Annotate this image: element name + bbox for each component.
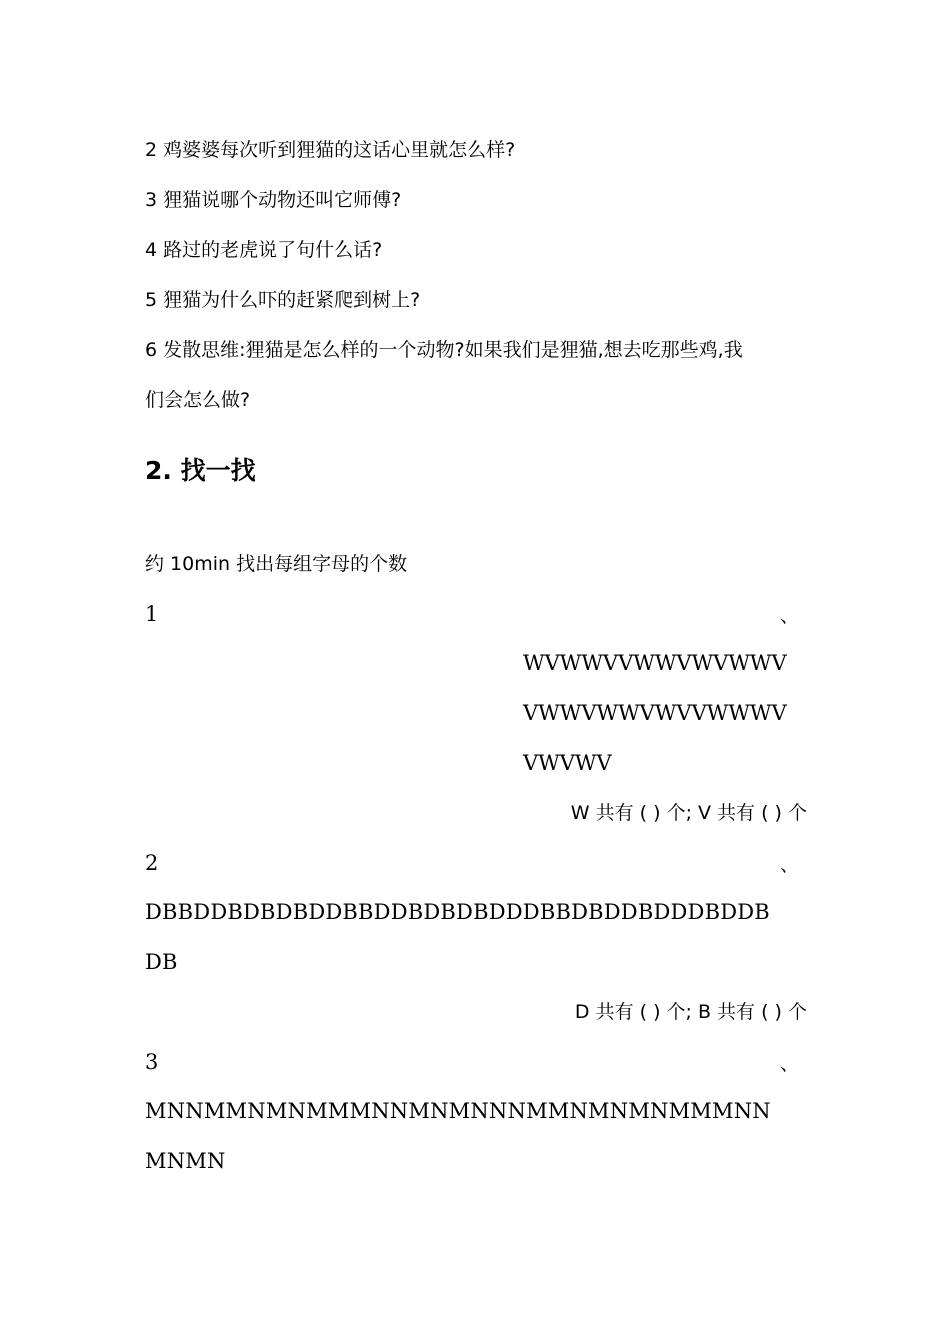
- group-1-number: 1: [145, 602, 159, 626]
- section-heading: 2. 找一找: [145, 456, 256, 485]
- group-2-number: 2: [145, 851, 159, 875]
- group-1-letters-line-1: WVWWVVWWVWVWWV: [523, 651, 787, 675]
- question-6: 6 发散思维:狸猫是怎么样的一个动物?如果我们是狸猫,想去吃那些鸡,我: [145, 339, 743, 361]
- group-1-mark: 、: [780, 605, 800, 627]
- group-3-letters-line-1: MNNMMNMNMMMNNMNMNNNMMNMNMNMMMNN: [145, 1099, 771, 1123]
- group-1-answer: W 共有 ( ) 个; V 共有 ( ) 个: [570, 802, 807, 824]
- group-3-number: 3: [145, 1050, 159, 1074]
- section-instruction: 约 10min 找出每组字母的个数: [145, 553, 408, 575]
- question-2: 2 鸡婆婆每次听到狸猫的这话心里就怎么样?: [145, 139, 516, 161]
- group-2-mark: 、: [780, 854, 800, 876]
- group-3-letters-line-2: MNMN: [145, 1149, 226, 1173]
- group-2-letters-line-1: DBBDDBDBDBDDBBDDBDBDBDDDBBDBDDBDDDBDDB: [145, 900, 770, 924]
- question-6-continued: 们会怎么做?: [145, 389, 251, 411]
- group-2-letters-line-2: DB: [145, 950, 178, 974]
- group-1-letters-line-2: VWWVWWVWVVWWWV: [523, 701, 787, 725]
- question-5: 5 狸猫为什么吓的赶紧爬到树上?: [145, 289, 421, 311]
- question-4: 4 路过的老虎说了句什么话?: [145, 239, 383, 261]
- question-3: 3 狸猫说哪个动物还叫它师傅?: [145, 189, 402, 211]
- group-1-letters-line-3: VWVWV: [523, 751, 612, 775]
- group-2-answer: D 共有 ( ) 个; B 共有 ( ) 个: [574, 1001, 807, 1023]
- group-3-mark: 、: [780, 1053, 800, 1075]
